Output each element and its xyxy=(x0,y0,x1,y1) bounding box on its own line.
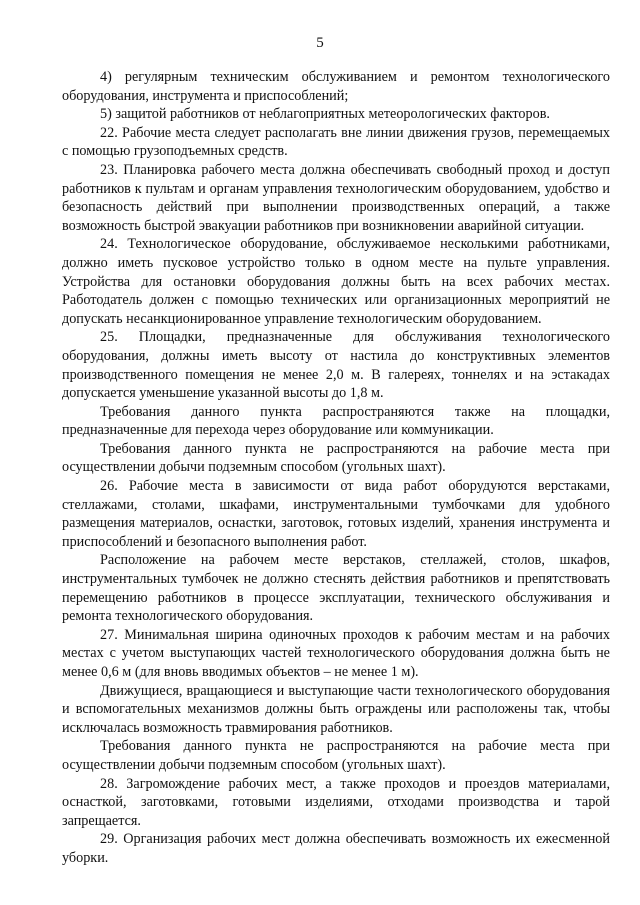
paragraph-clause-27-moving-parts: Движущиеся, вращающиеся и выступающие части технологического оборудования и вспомогательных механизмов должны быть ограждены или расположены так, чтобы исключалась возможность травмирования работников. xyxy=(62,682,610,736)
paragraph-clause-23: 23. Планировка рабочего места должна обеспечивать свободный проход и доступ работников к пультам и органам управления технологическим оборудованием, удобство и безопасность действий при выполнении производственных операций, а также возможность быстрой эвакуации работников при возникновении аварийной ситуации. xyxy=(62,161,610,234)
paragraph-item-4: 4) регулярным техническим обслуживанием и ремонтом технологического оборудования, инструмента и приспособлений; xyxy=(62,69,610,104)
paragraph-clause-25: 25. Площадки, предназначенные для обслуживания технологического оборудования, должны иметь высоту от настила до конструктивных элементов производственного помещения не менее 2,0 м. В галереях, тоннелях и на эстакадах допускается уменьшение указанной высоты до 1,8 м. xyxy=(62,329,610,402)
paragraph-clause-28: 28. Загромождение рабочих мест, а также проходов и проездов материалами, оснасткой, заготовками, готовыми изделиями, отходами производства и тарой запрещается. xyxy=(62,775,610,829)
document-body xyxy=(62,68,610,868)
paragraph-clause-27-requirement: Требования данного пункта не распространяются на рабочие места при осуществлении добычи подземным способом (угольных шахт). xyxy=(62,738,610,773)
paragraph-clause-22: 22. Рабочие места следует располагать вне линии движения грузов, перемещаемых с помощью грузоподъемных средств. xyxy=(62,124,610,160)
paragraph-clause-26-placement: Расположение на рабочем месте верстаков, стеллажей, столов, шкафов, инструментальных тумбочек не должно стеснять действия работников и препятствовать перемещению работников в процессе эксплуатации, технического обслуживания и ремонта технологического оборудования. xyxy=(62,552,610,625)
paragraph-clause-25-requirement-2: Требования данного пункта не распространяются на рабочие места при осуществлении добычи подземным способом (угольных шахт). xyxy=(62,440,610,476)
paragraph-clause-25-requirement-1: Требования данного пункта распространяются также на площадки, предназначенные для перехода через оборудование или коммуникации. xyxy=(62,403,610,439)
paragraph-clause-24: 24. Технологическое оборудование, обслуживаемое несколькими работниками, должно иметь пусковое устройство только в одном месте на пульте управления. Устройства для остановки оборудования должны быть на всех рабочих местах. Работодатель должен с помощью технических или организационных мероприятий не допускать несанкционированное управление технологическим оборудованием. xyxy=(62,236,610,327)
page-number: 5 xyxy=(316,35,324,51)
paragraph-clause-29: 29. Организация рабочих мест должна обеспечивать возможность их ежесменной уборки. xyxy=(62,831,610,866)
paragraph-item-5: 5) защитой работников от неблагоприятных метеорологических факторов. xyxy=(100,106,550,123)
paragraph-clause-27: 27. Минимальная ширина одиночных проходов к рабочим местам и на рабочих местах с учетом выступающих частей технологического оборудования должна быть не менее 0,6 м (для вновь вводимых объектов – не менее 1 м). xyxy=(62,626,610,680)
paragraph-clause-26: 26. Рабочие места в зависимости от вида работ оборудуются верстаками, стеллажами, столами, шкафами, инструментальными тумбочками для удобного размещения материалов, оснастки, заготовок, готовых изделий, хранения инструмента и приспособлений и безопасного выполнения работ. xyxy=(62,478,610,550)
